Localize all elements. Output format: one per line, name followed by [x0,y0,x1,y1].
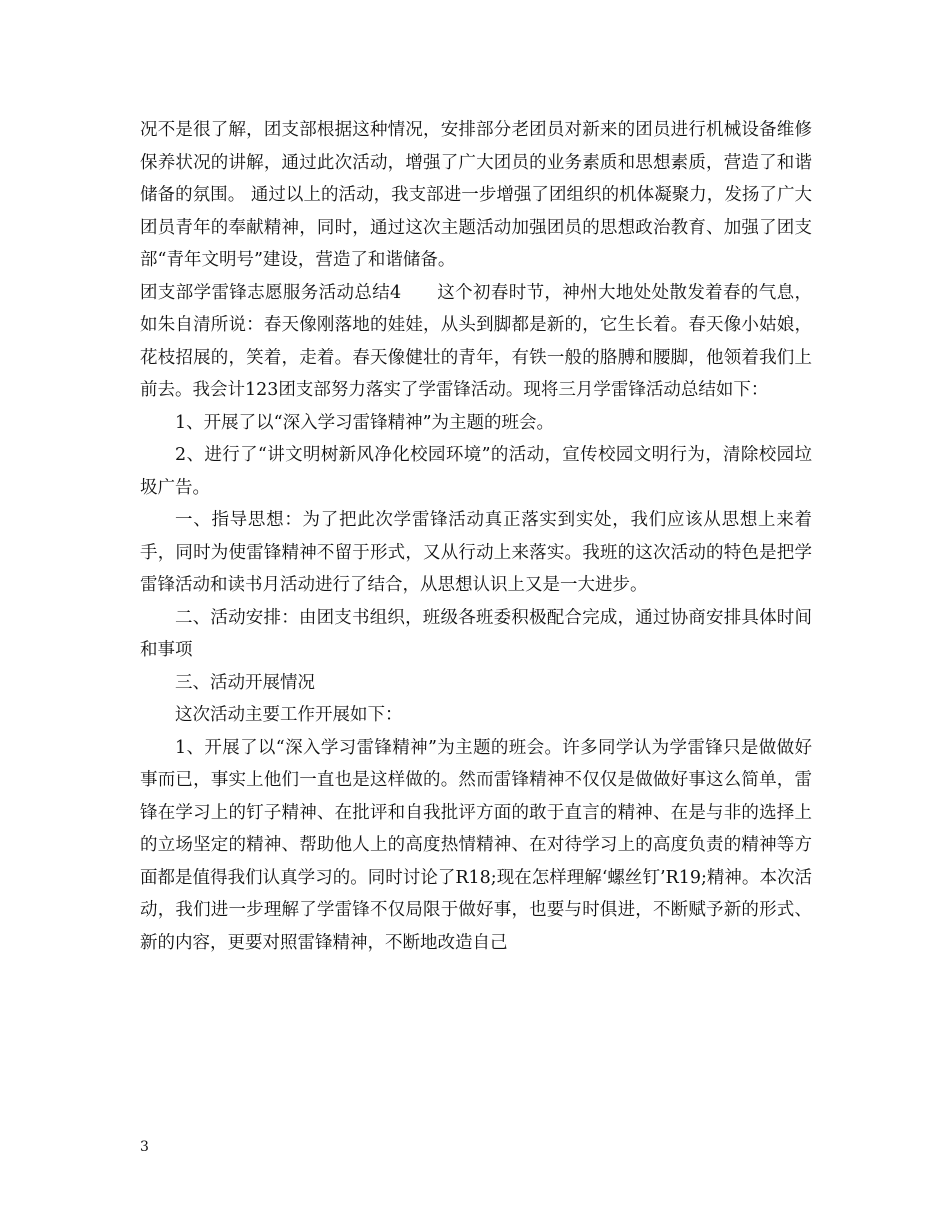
paragraph-9: 1、开展了以“深入学习雷锋精神”为主题的班会。许多同学认为学雷锋只是做做好事而已，事实上他们一直也是这样做的。然而雷锋精神不仅仅是做做好事这么简单，雷锋在学习上的钉子精神、在批评和自我批评方面的敢于直言的精神、在是与非的选择上的立场坚定的精神、帮助他人上的高度热情精神、在对待学习上的高度负责的精神等方面都是值得我们认真学习的。同时讨论了R18;现在怎样理解‘螺丝钉’R19;精神。本次活动，我们进一步理解了学雷锋不仅局限于做好事，也要与时俱进，不断赋予新的形式、新的内容，更要对照雷锋精神，不断地改造自己 [140,737,812,953]
paragraph-3: 1、开展了以“深入学习雷锋精神”为主题的班会。 [175,412,555,433]
paragraph-2: 团支部学雷锋志愿服务活动总结4 这个初春时节，神州大地处处散发着春的气息，如朱自清所说：春天像刚落地的娃娃，从头到脚都是新的，它生长着。春天像小姑娘，花枝招展的，笑着，走着。春天像健壮的青年，有铁一般的胳膊和腰脚，他领着我们上前去。我会计123团支部努力落实了学雷锋活动。现将三月学雷锋活动总结如下： [140,282,812,400]
paragraph-1: 况不是很了解，团支部根据这种情况，安排部分老团员对新来的团员进行机械设备维修保养状况的讲解，通过此次活动，增强了广大团员的业务素质和思想素质，营造了和谐储备的氛围。 通过以上的活动，我支部进一步增强了团组织的机体凝聚力，发扬了广大团员青年的奉献精神，同时，通过这次主题活动加强团员的思想政治教育、加强了团支部“青年文明号”建设，营造了和谐储备。 [140,120,812,270]
paragraph-7: 三、活动开展情况 [175,672,315,693]
body-text [140,114,812,959]
paragraph-5: 一、指导思想：为了把此次学雷锋活动真正落实到实处，我们应该从思想上来着手，同时为使雷锋精神不留于形式，又从行动上来落实。我班的这次活动的特色是把学雷锋活动和读书月活动进行了结合，从思想认识上又是一大进步。 [140,510,812,595]
paragraph-4: 2、进行了“讲文明树新风净化校园环境”的活动，宣传校园文明行为，清除校园垃圾广告。 [140,445,812,498]
page-number: 3 [140,1139,149,1155]
paragraph-8: 这次活动主要工作开展如下： [175,705,403,725]
paragraph-6: 二、活动安排：由团支书组织，班级各班委积极配合完成，通过协商安排具体时间和事项 [140,607,812,660]
